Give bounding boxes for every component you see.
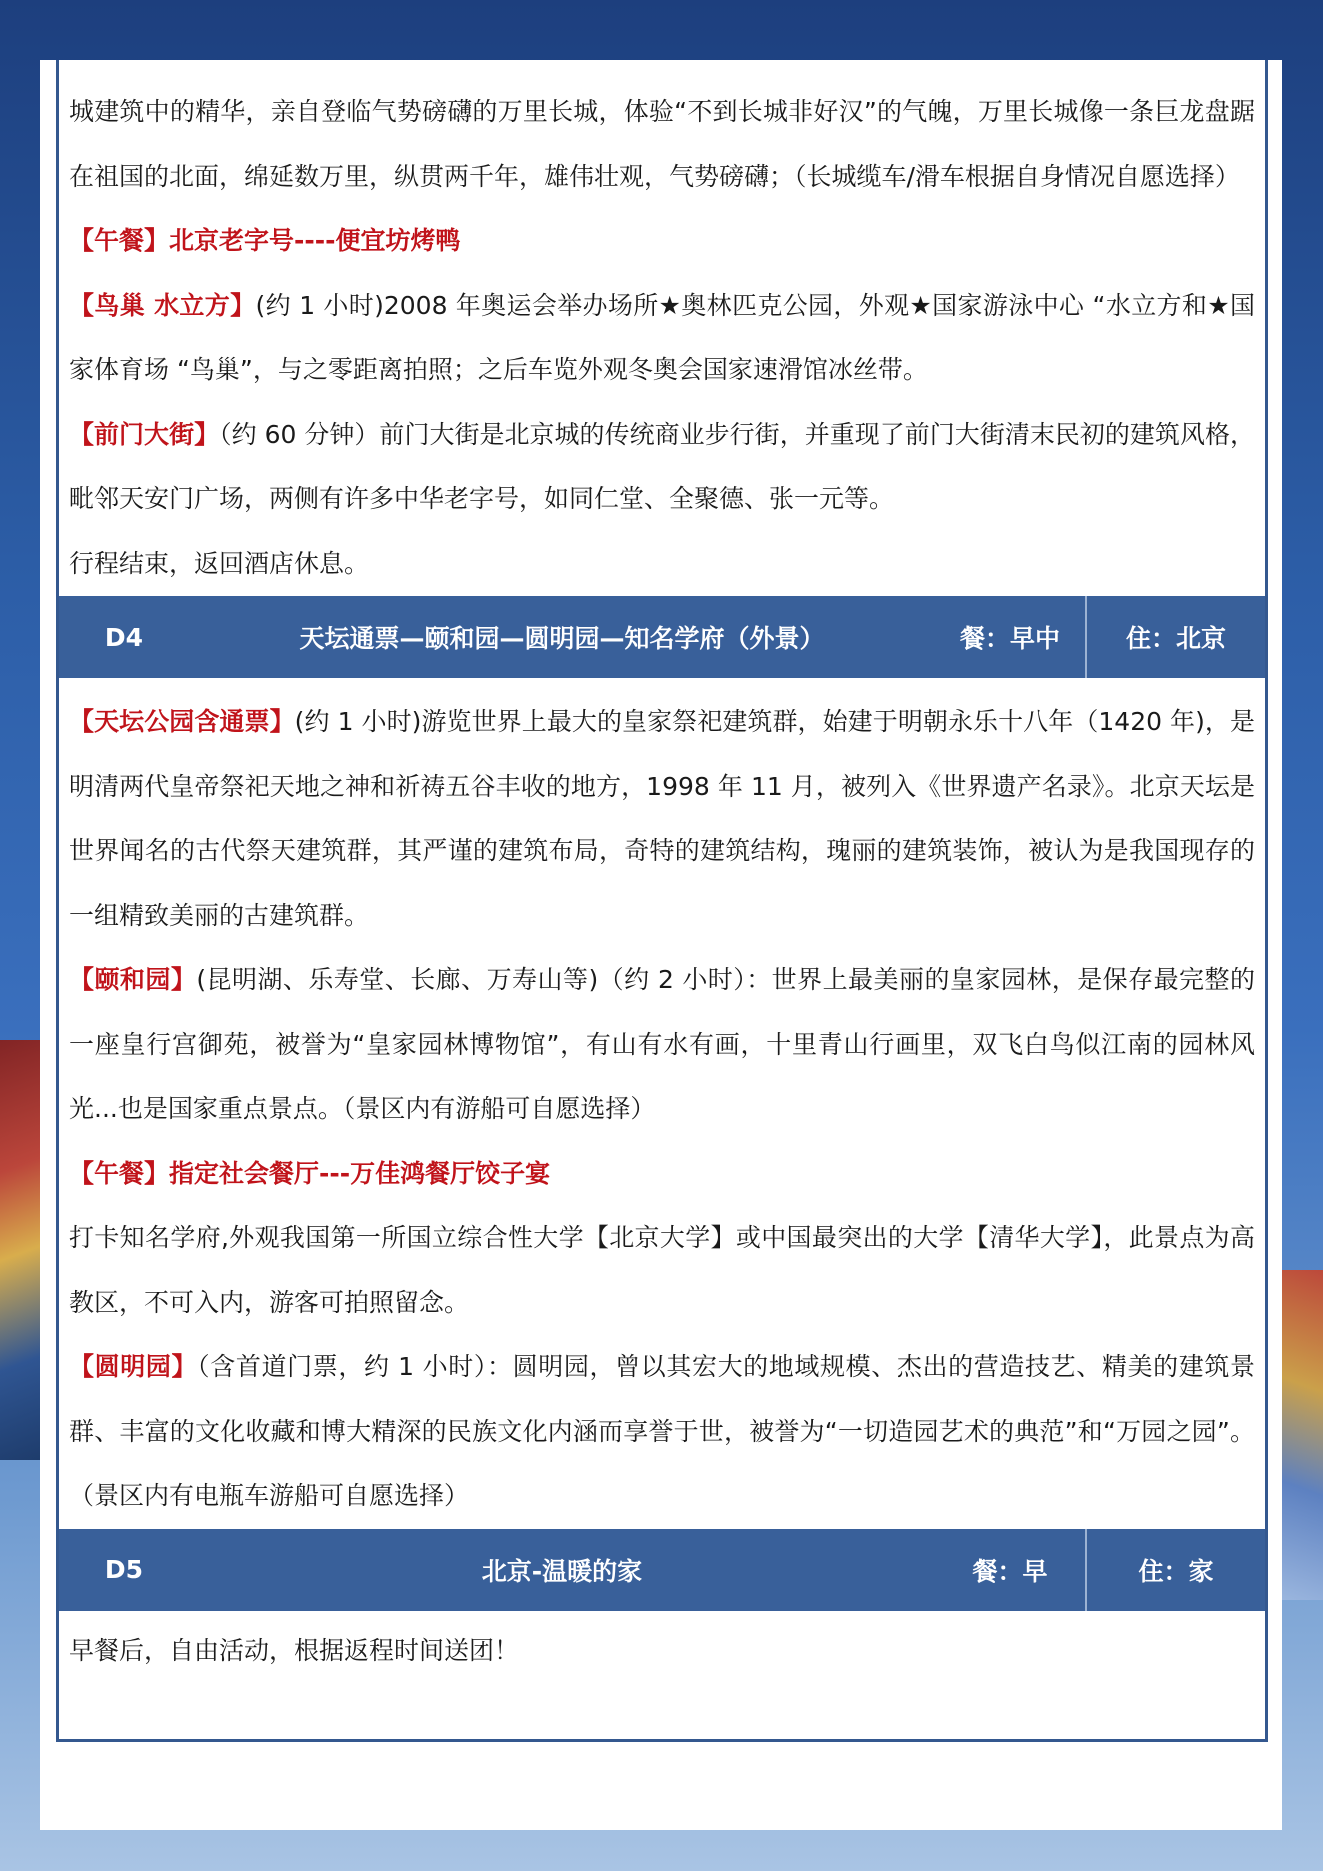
day4-lunch-label: 【午餐】指定社会餐厅---万佳鸿餐厅饺子宴 [69, 1158, 551, 1188]
niaochao-title: 【鸟巢 水立方】 [69, 290, 256, 320]
day4-title: 天坛通票—颐和园—圆明园—知名学府（外景） [299, 624, 825, 653]
day4-lunch-line [69, 1142, 1255, 1207]
day4-header-bar [59, 596, 1265, 678]
qianmen-title: 【前门大街】 [69, 419, 220, 449]
day5-label: D5 [104, 1555, 144, 1584]
yiheyuan-paragraph [69, 948, 1255, 1142]
qianmen-text: （约 60 分钟）前门大街是北京城的传统商业步行街，并重现了前门大街清末民初的建筑风格，毗邻天安门广场，两侧有许多中华老字号，如同仁堂、全聚德、张一元等。 [69, 419, 1255, 513]
yiheyuan-title: 【颐和园】 [69, 965, 197, 994]
tiantan-text: (约 1 小时)游览世界上最大的皇家祭祀建筑群，始建于明朝永乐十八年（1420 年)，是明清两代皇帝祭祀天地之神和祈祷五谷丰收的地方，1998 年 11 月，被列入《世界遗产名录》。北京天坛是世界闻名的古代祭天建筑群，其严谨的建筑布局，奇特的建筑结构，瑰丽的建筑装饰，被认为是我国现存的一组精致美丽的古建筑群。 [69, 707, 1255, 930]
day4-label: D4 [104, 622, 144, 652]
qianmen-paragraph [69, 403, 1255, 532]
tiantan-paragraph [69, 690, 1255, 948]
school-paragraph: 打卡知名学府,外观我国第一所国立综合性大学【北京大学】或中国最突出的大学【清华大学】，此景点为高教区，不可入内，游客可拍照留念。 [69, 1223, 1255, 1317]
lunch-line [69, 209, 1255, 274]
yiheyuan-text: (昆明湖、乐寿堂、长廊、万寿山等)（约 2 小时）：世界上最美丽的皇家园林，是保存最完整的一座皇行宫御苑，被誉为“皇家园林博物馆”，有山有水有画，十里青山行画里，双飞白鸟似江南的园林风光...也是国家重点景点。（景区内有游船可自愿选择） [69, 965, 1255, 1123]
yuanmingyuan-paragraph [69, 1335, 1255, 1529]
great-wall-paragraph: 城建筑中的精华，亲自登临气势磅礴的万里长城，体验“不到长城非好汉”的气魄，万里长城像一条巨龙盘踞在祖国的北面，绵延数万里，纵贯两千年，雄伟壮观，气势磅礴；（长城缆车/滑车根据自身情况自愿选择） [69, 97, 1255, 191]
day5-text: 早餐后，自由活动，根据返程时间送团！ [69, 1635, 520, 1665]
day5-stay: 住：家 [1138, 1556, 1214, 1586]
day5-meals: 餐：早 [972, 1556, 1048, 1586]
lunch-label: 【午餐】北京老字号----便宜坊烤鸭 [69, 226, 461, 255]
yuanmingyuan-text: （含首道门票，约 1 小时）：圆明园，曾以其宏大的地域规模、杰出的营造技艺、精美的建筑景群、丰富的文化收藏和博大精深的民族文化内涵而享誉于世，被誉为“一切造园艺术的典范”和“万园之园”。（景区内有电瓶车游船可自愿选择） [69, 1352, 1255, 1510]
tiantan-title: 【天坛公园含通票】 [69, 707, 295, 736]
day3-continued-section [59, 60, 1265, 596]
niaochao-text: (约 1 小时)2008 年奥运会举办场所★奥林匹克公园，外观★国家游泳中心 “水立方和★国家体育场 “鸟巢”，与之零距离拍照；之后车览外观冬奥会国家速滑馆冰丝带。 [69, 290, 1255, 384]
day5-header-bar [59, 1529, 1265, 1611]
day4-meals: 餐：早中 [959, 624, 1060, 653]
end-text: 行程结束，返回酒店休息。 [69, 548, 370, 578]
day5-title: 北京-温暖的家 [481, 1556, 643, 1586]
niaochao-paragraph [69, 274, 1255, 403]
day4-section [59, 678, 1265, 1529]
itinerary-content [59, 60, 1265, 1683]
day4-stay: 住：北京 [1125, 624, 1226, 653]
yuanmingyuan-title: 【圆明园】 [69, 1352, 198, 1381]
day5-section [59, 1611, 1265, 1684]
